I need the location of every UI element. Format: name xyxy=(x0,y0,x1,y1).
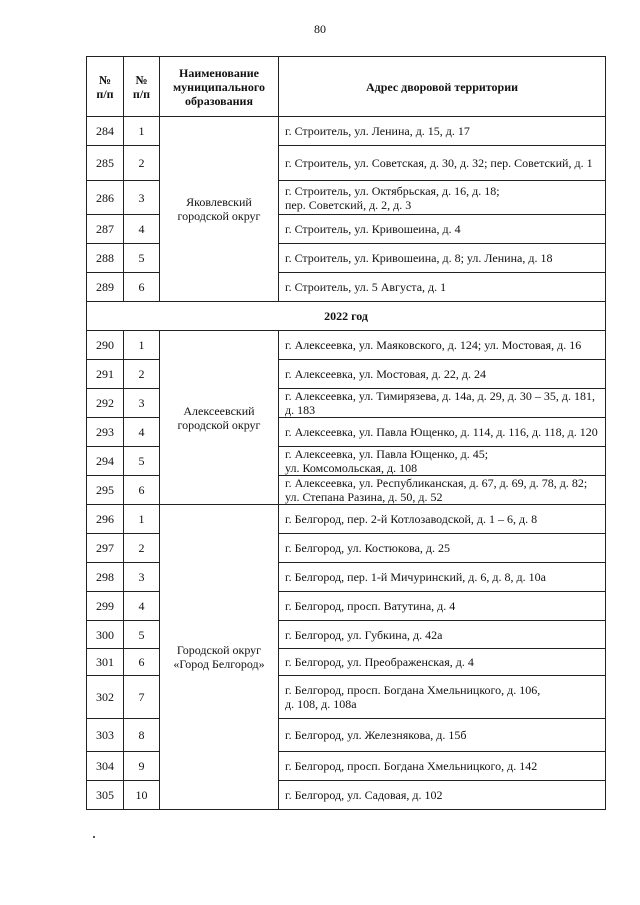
row-sub-number: 6 xyxy=(124,273,160,302)
page-number: 80 xyxy=(314,22,326,36)
address-cell: г. Белгород, ул. Железнякова, д. 15б xyxy=(279,719,606,752)
address-cell: г. Алексеевка, ул. Маяковского, д. 124; ул. Мостовая, д. 16 xyxy=(279,331,606,360)
address-cell: г. Строитель, ул. Кривошеина, д. 8; ул. Ленина, д. 18 xyxy=(279,244,606,273)
row-number: 288 xyxy=(87,244,124,273)
row-sub-number: 1 xyxy=(124,331,160,360)
address-cell: г. Белгород, просп. Ватутина, д. 4 xyxy=(279,592,606,621)
municipality-name: Городской округ «Город Белгород» xyxy=(160,505,279,810)
year-row xyxy=(87,302,606,331)
row-sub-number: 8 xyxy=(124,719,160,752)
table-header-row xyxy=(87,57,606,117)
row-sub-number: 2 xyxy=(124,360,160,389)
row-number: 292 xyxy=(87,389,124,418)
row-number: 289 xyxy=(87,273,124,302)
table-row xyxy=(87,117,606,146)
row-sub-number: 7 xyxy=(124,676,160,719)
row-number: 285 xyxy=(87,146,124,181)
row-sub-number: 6 xyxy=(124,476,160,505)
address-cell: г. Алексеевка, ул. Павла Ющенко, д. 114, д. 116, д. 118, д. 120 xyxy=(279,418,606,447)
address-cell: г. Строитель, ул. Кривошеина, д. 4 xyxy=(279,215,606,244)
address-cell: г. Белгород, ул. Преображенская, д. 4 xyxy=(279,649,606,676)
table-row xyxy=(87,505,606,534)
address-cell: г. Белгород, ул. Губкина, д. 42а xyxy=(279,621,606,649)
row-number: 302 xyxy=(87,676,124,719)
row-number: 290 xyxy=(87,331,124,360)
scan-speck xyxy=(93,836,95,838)
row-sub-number: 1 xyxy=(124,117,160,146)
row-number: 296 xyxy=(87,505,124,534)
row-sub-number: 3 xyxy=(124,181,160,215)
row-sub-number: 4 xyxy=(124,215,160,244)
address-cell: г. Алексеевка, ул. Тимирязева, д. 14а, д. 29, д. 30 – 35, д. 181, д. 183 xyxy=(279,389,606,418)
row-sub-number: 4 xyxy=(124,592,160,621)
row-number: 301 xyxy=(87,649,124,676)
table-row xyxy=(87,331,606,360)
municipality-name: Яковлевский городской округ xyxy=(160,117,279,302)
row-sub-number: 9 xyxy=(124,752,160,781)
row-number: 303 xyxy=(87,719,124,752)
year-label: 2022 год xyxy=(87,302,606,331)
table-body xyxy=(87,117,606,810)
row-sub-number: 2 xyxy=(124,534,160,563)
row-sub-number: 2 xyxy=(124,146,160,181)
row-sub-number: 5 xyxy=(124,447,160,476)
address-cell: г. Строитель, ул. Октябрьская, д. 16, д. 18; пер. Советский, д. 2, д. 3 xyxy=(279,181,606,215)
row-number: 300 xyxy=(87,621,124,649)
row-sub-number: 6 xyxy=(124,649,160,676)
row-number: 294 xyxy=(87,447,124,476)
row-number: 299 xyxy=(87,592,124,621)
header-address: Адрес дворовой территории xyxy=(279,57,606,117)
row-sub-number: 3 xyxy=(124,389,160,418)
address-cell: г. Белгород, ул. Костюкова, д. 25 xyxy=(279,534,606,563)
row-sub-number: 5 xyxy=(124,244,160,273)
address-cell: г. Белгород, просп. Богдана Хмельницкого, д. 106, д. 108, д. 108а xyxy=(279,676,606,719)
address-cell: г. Белгород, пер. 2-й Котлозаводской, д. 1 – 6, д. 8 xyxy=(279,505,606,534)
row-sub-number: 10 xyxy=(124,781,160,810)
address-cell: г. Белгород, просп. Богдана Хмельницкого, д. 142 xyxy=(279,752,606,781)
row-number: 297 xyxy=(87,534,124,563)
address-cell: г. Строитель, ул. Ленина, д. 15, д. 17 xyxy=(279,117,606,146)
header-municipality: Наименование муниципального образования xyxy=(160,57,279,117)
row-number: 286 xyxy=(87,181,124,215)
municipality-name: Алексеевский городской округ xyxy=(160,331,279,505)
header-num: № п/п xyxy=(87,57,124,117)
row-sub-number: 4 xyxy=(124,418,160,447)
row-number: 295 xyxy=(87,476,124,505)
row-number: 305 xyxy=(87,781,124,810)
row-sub-number: 5 xyxy=(124,621,160,649)
row-sub-number: 1 xyxy=(124,505,160,534)
address-cell: г. Белгород, ул. Садовая, д. 102 xyxy=(279,781,606,810)
row-number: 304 xyxy=(87,752,124,781)
row-number: 284 xyxy=(87,117,124,146)
row-number: 287 xyxy=(87,215,124,244)
address-cell: г. Строитель, ул. 5 Августа, д. 1 xyxy=(279,273,606,302)
row-sub-number: 3 xyxy=(124,563,160,592)
address-cell: г. Алексеевка, ул. Мостовая, д. 22, д. 24 xyxy=(279,360,606,389)
row-number: 298 xyxy=(87,563,124,592)
address-cell: г. Строитель, ул. Советская, д. 30, д. 32; пер. Советский, д. 1 xyxy=(279,146,606,181)
address-cell: г. Белгород, пер. 1-й Мичуринский, д. 6, д. 8, д. 10а xyxy=(279,563,606,592)
address-cell: г. Алексеевка, ул. Павла Ющенко, д. 45; ул. Комсомольская, д. 108 xyxy=(279,447,606,476)
row-number: 293 xyxy=(87,418,124,447)
address-cell: г. Алексеевка, ул. Республиканская, д. 67, д. 69, д. 78, д. 82; ул. Степана Разина, д. 50, д. 52 xyxy=(279,476,606,505)
header-sub-num: № п/п xyxy=(124,57,160,117)
courtyard-table xyxy=(86,56,606,810)
row-number: 291 xyxy=(87,360,124,389)
